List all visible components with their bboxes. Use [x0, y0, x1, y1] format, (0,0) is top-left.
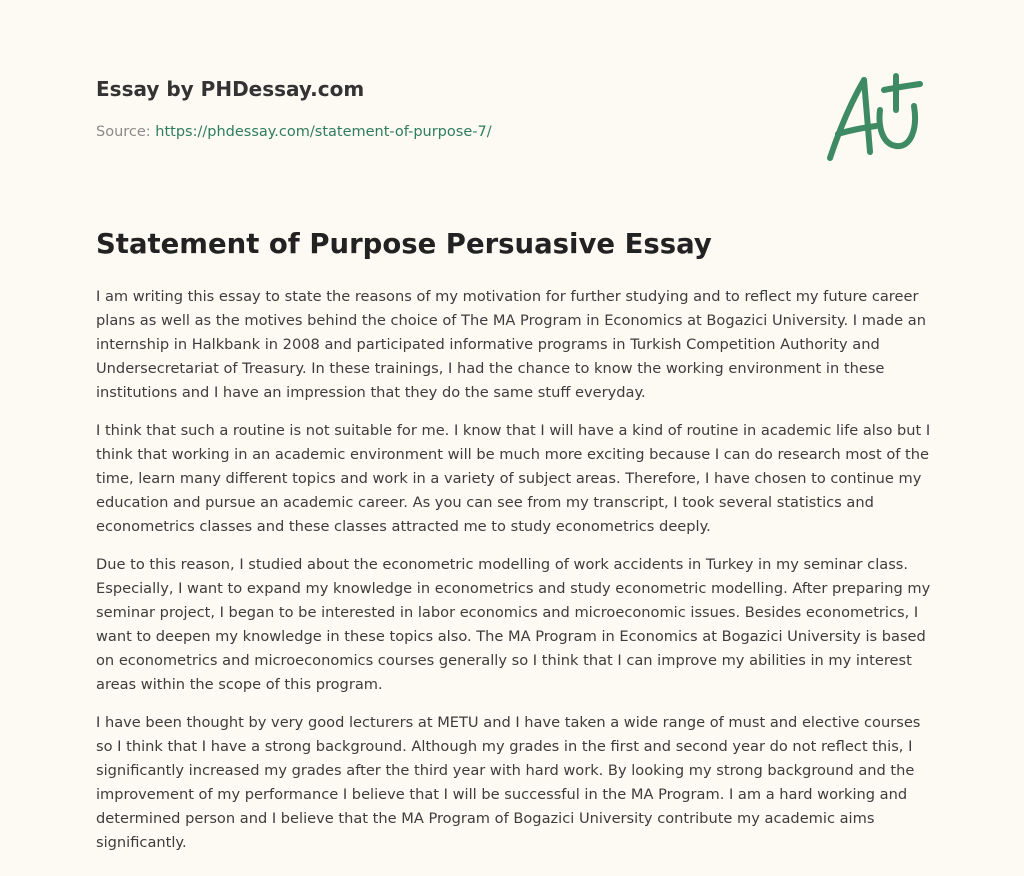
source-line	[96, 122, 796, 142]
source-label: Source:	[96, 124, 156, 140]
page-header	[96, 74, 796, 142]
a-plus-logo-svg	[820, 66, 930, 166]
site-title: Essay by PHDessay.com	[96, 77, 365, 101]
a-plus-grade-icon	[820, 66, 930, 166]
essay-paragraph: Due to this reason, I studied about the econometric modelling of work accidents in Turkey in my seminar class. Especially, I want to expand my knowledge in econometrics and study econometric modelling. After preparing my seminar project, I began to be interested in labor economics and microeconomic issues. Besides econometrics, I want to deepen my knowledge in these topics also. The MA Program in Economics at Bogazici University is based on econometrics and microeconomics courses generally so I think that I can improve my abilities in my interest areas within the scope of this program.	[96, 556, 931, 693]
essay-body	[96, 285, 932, 869]
essay-title: Statement of Purpose Persuasive Essay	[96, 228, 712, 260]
essay-paragraph: I have been thought by very good lecturers at METU and I have taken a wide range of must and elective courses so I think that I have a strong background. Although my grades in the first and second year do not reflect this, I significantly increased my grades after the third year with hard work. By looking my strong background and the improvement of my performance I believe that I will be successful in the MA Program. I am a hard working and determined person and I believe that the MA Program of Bogazici University contribute my academic aims significantly.	[96, 714, 921, 851]
essay-paragraph: I think that such a routine is not suitable for me. I know that I will have a kind of routine in academic life also but I think that working in an academic environment will be much more exciting because I can do research most of the time, learn many different topics and work in a variety of subject areas. Therefore, I have chosen to continue my education and pursue an academic career. As you can see from my transcript, I took several statistics and econometrics classes and these classes attracted me to study econometrics deeply.	[96, 422, 931, 535]
source-link[interactable]: https://phdessay.com/statement-of-purpose-7/	[155, 124, 492, 140]
essay-paragraph: I am writing this essay to state the reasons of my motivation for further studying and to reflect my future career plans as well as the motives behind the choice of The MA Program in Economics at Bogazici University. I made an internship in Halkbank in 2008 and participated informative programs in Turkish Competition Authority and Undersecretariat of Treasury. In these trainings, I had the chance to know the working environment in these institutions and I have an impression that they do the same stuff everyday.	[96, 288, 926, 401]
